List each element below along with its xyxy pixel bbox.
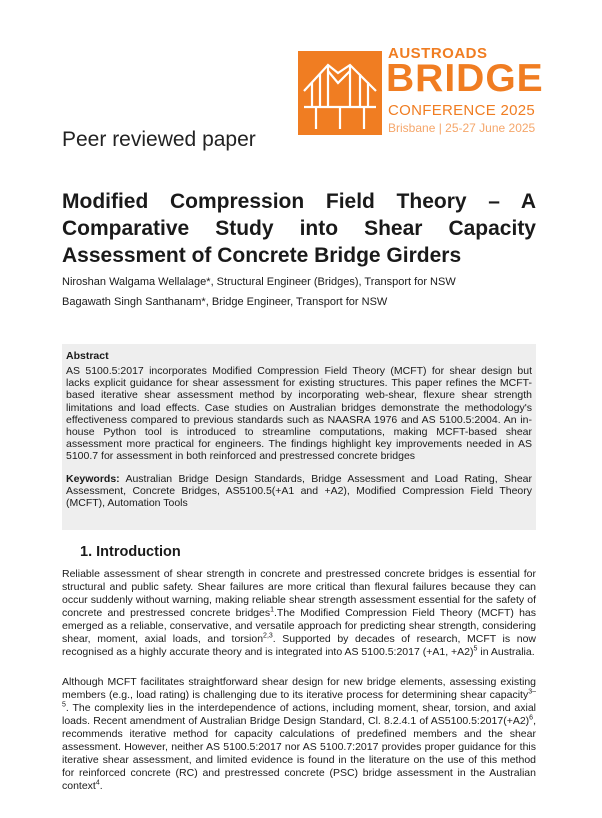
p2-text-a: Although MCFT facilitates straightforward shear design for new bridge elements, assessing existing members (e.g., load rating) is challenging due to its iterative process for determining shear capacity (62, 676, 536, 701)
p1-text-b: .The Modified Compression Field Theory (MCFT) has emerged as a reliable, conservative, and versatile approach for predicting shear strength, considering shear, moment, axial loads, and torsion (62, 607, 537, 645)
logo-line-2: BRIDGE (386, 57, 544, 100)
peer-reviewed-label: Peer reviewed paper (62, 128, 256, 151)
p1-text-c: . Supported by decades of research, MCFT is now recognised as a highly accurate theory and is integrated into AS 5100.5:2017 (+A1, +A2) (62, 633, 536, 658)
p2-citation-2: 6 (529, 714, 534, 722)
keywords (66, 473, 532, 510)
bridge-logo-icon (298, 51, 382, 135)
p1-text-a: Reliable assessment of shear strength in concrete and prestressed concrete bridges is essential for structural and public safety. Shear failures are more critical than flexural failures because they can occur suddenly without warning, making reliable shear strength assessment essential for the safety of concrete and prestressed concrete bridges (62, 568, 536, 619)
p2-citation-1: 3–5 (62, 688, 536, 709)
author-1: Niroshan Walgama Wellalage*, Structural Engineer (Bridges), Transport for NSW (62, 276, 456, 288)
paper-title: Modified Compression Field Theory – A Comparative Study into Shear Capacity Assessment of Concrete Bridge Girders (62, 190, 536, 267)
p2-text-b: . The complexity lies in the interdependence of actions, including moment, shear, torsion, and axial loads. Recent amendment of Australian Bridge Design Standard, Cl. 8.2.4.1 of AS5100.5:2017(+A2) (62, 702, 536, 727)
logo-line-1: AUSTROADS (388, 45, 488, 62)
logo-line-4: Brisbane | 25-27 June 2025 (388, 121, 536, 135)
p1-citation-1: 1 (270, 606, 275, 614)
keywords-label: Keywords: (66, 472, 120, 485)
p1-citation-3: 5 (473, 645, 478, 653)
section-heading-introduction: 1. Introduction (80, 544, 181, 560)
author-list (62, 272, 456, 312)
intro-paragraph-2 (62, 676, 536, 793)
logo-line-3: CONFERENCE 2025 (388, 102, 536, 119)
conference-logo (298, 41, 542, 136)
p1-citation-2: 2,3 (263, 632, 273, 640)
p2-citation-3: 4 (95, 779, 100, 787)
author-2: Bagawath Singh Santhanam*, Bridge Engineer, Transport for NSW (62, 296, 388, 308)
p2-text-d: . (99, 780, 103, 792)
abstract-heading: Abstract (66, 350, 109, 362)
p1-text-d: in Australia. (477, 646, 535, 658)
abstract-body: AS 5100.5:2017 incorporates Modified Compression Field Theory (MCFT) for shear design but lacks explicit guidance for shear assessment for existing structures. This paper refines the MCFT-based iterative shear assessment method by incorporating web-shear, flexure shear strength limitations and load effects. Case studies on Australian bridges demonstrate the methodology's effectiveness compared to previous standards such as NAASRA 1976 and AS 5100.5:2004. An in-house Python tool is introduced to streamline computations, making MCFT-based shear assessment more practical for engineers. The findings highlight key improvements needed in AS 5100.7 for assessment in both reinforced and prestressed concrete bridges (66, 365, 532, 463)
keywords-text: Australian Bridge Design Standards, Bridge Assessment and Load Rating, Shear Assessment, Concrete Bridges, AS5100.5(+A1 and +A2), Modified Compression Field Theory (MCFT), Automation Tools (66, 472, 532, 510)
p2-text-c: , recommends iterative method for capacity calculations of predefined members and the shear assessment. However, neither AS 5100.5:2017 nor AS 5100.7:2017 provides proper guidance for this iterative shear assessment, and limited evidence is found in the literature on the use of this method for reinforced concrete (RC) and prestressed concrete (PSC) bridge assessment in the Australian context (62, 715, 536, 792)
abstract-box (62, 344, 536, 530)
intro-paragraph-1 (62, 568, 536, 659)
